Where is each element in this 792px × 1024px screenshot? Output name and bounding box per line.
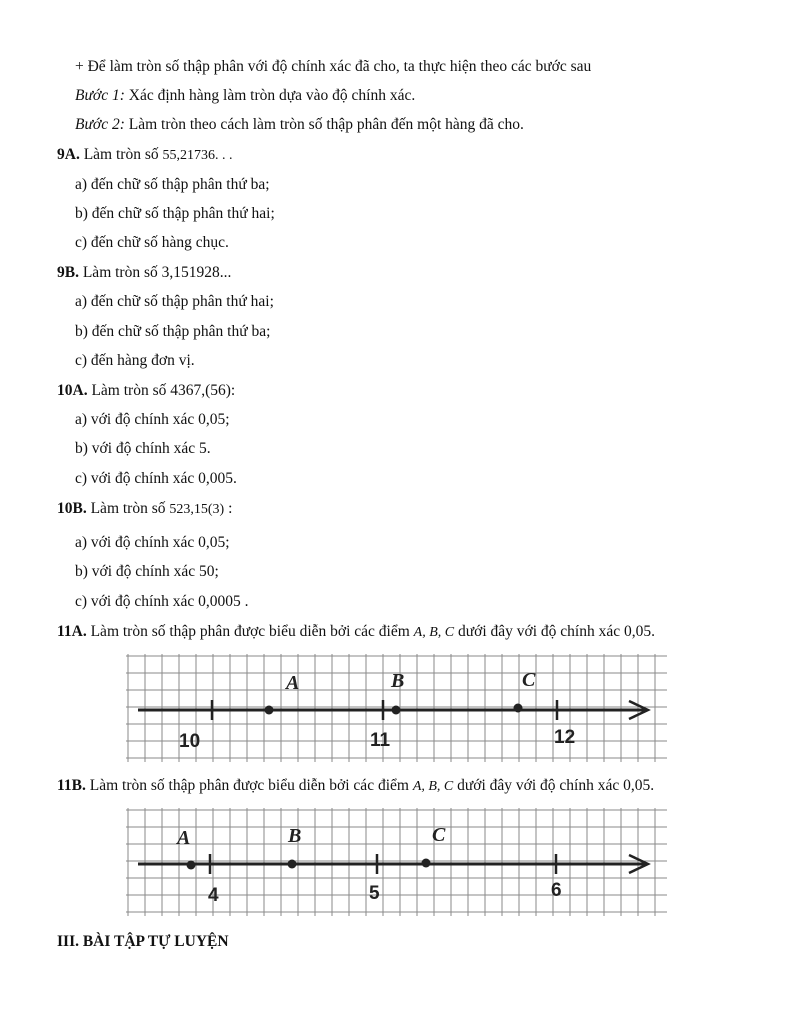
number-line-11b-svg (124, 806, 669, 918)
exercise-10b-item-c: c) với độ chính xác 0,0005 . (75, 593, 249, 610)
point-label-c-11a: C (522, 669, 536, 691)
exercise-11a-text-before: Làm tròn số thập phân được biểu diễn bởi các điểm (86, 623, 414, 640)
point-a-11a (265, 706, 274, 715)
point-label-b-11b: B (288, 825, 302, 847)
exercise-9a-item-c: c) đến chữ số hàng chục. (75, 234, 229, 251)
number-line-figure-11b (124, 806, 669, 918)
exercise-11b-text-after: dưới đây với độ chính xác 0,05. (453, 777, 655, 794)
exercise-9b-text: Làm tròn số 3,151928... (78, 264, 232, 281)
step-2-label: Bước 2: (75, 116, 125, 133)
exercise-11b-text-before: Làm tròn số thập phân được biểu diễn bởi các điểm (85, 777, 413, 794)
exercise-11a-text-after: dưới đây với độ chính xác 0,05. (454, 623, 655, 640)
section-title: III. BÀI TẬP TỰ LUYỆN (57, 933, 229, 950)
tick-label-10: 10 (179, 731, 201, 752)
step-1-text: Xác định hàng làm tròn dựa vào độ chính xác. (124, 87, 416, 104)
tick-label-11: 11 (370, 730, 391, 751)
exercise-11a-label: 11A. (57, 623, 87, 640)
exercise-9a-item-b: b) đến chữ số thập phân thứ hai; (75, 205, 275, 222)
exercise-10a-text: Làm tròn số 4367,(56): (87, 382, 236, 399)
exercise-11b-points: A, B, C (412, 779, 454, 794)
step-2-text: Làm tròn theo cách làm tròn số thập phân đến một hàng đã cho. (124, 116, 524, 133)
number-line-figure-11a (124, 652, 669, 764)
exercise-10b-title (57, 499, 232, 520)
intro-rule: + Để làm tròn số thập phân với độ chính xác đã cho, ta thực hiện theo các bước sau (75, 58, 592, 75)
step-1-label: Bước 1: (75, 87, 125, 104)
exercise-10b-number: 523,15(3) (169, 502, 225, 517)
exercise-10a-label: 10A. (57, 382, 88, 399)
exercise-9a-item-a: a) đến chữ số thập phân thứ ba; (75, 176, 270, 193)
exercise-10b-suffix: : (224, 500, 233, 517)
intro-step-1 (75, 86, 415, 106)
exercise-9b-label: 9B. (57, 264, 79, 281)
exercise-11b-title (57, 776, 654, 797)
exercise-11b-label: 11B. (57, 777, 86, 794)
exercise-9a-text: Làm tròn số (79, 146, 163, 163)
tick-label-12: 12 (554, 727, 576, 748)
exercise-9b-item-a: a) đến chữ số thập phân thứ hai; (75, 293, 274, 310)
point-label-a-11b: A (177, 827, 191, 849)
point-c-11a (514, 704, 523, 713)
point-a-11b (187, 861, 196, 870)
point-b-11b (288, 860, 297, 869)
exercise-9a-number: 55,21736. . . (162, 148, 233, 163)
exercise-10b-text: Làm tròn số (86, 500, 170, 517)
point-label-a-11a: A (286, 672, 300, 694)
exercise-11a-title (57, 622, 655, 643)
exercise-10a-item-a: a) với độ chính xác 0,05; (75, 411, 230, 428)
exercise-9b-item-c: c) đến hàng đơn vị. (75, 352, 195, 369)
intro-step-2 (75, 115, 524, 135)
exercise-10b-item-a: a) với độ chính xác 0,05; (75, 534, 230, 551)
point-b-11a (392, 706, 401, 715)
exercise-9b-title (57, 263, 231, 283)
exercise-11a-points: A, B, C (413, 625, 455, 640)
tick-label-4: 4 (208, 885, 219, 906)
exercise-10a-title (57, 381, 235, 401)
point-label-b-11a: B (391, 670, 405, 692)
exercise-10a-item-b: b) với độ chính xác 5. (75, 440, 211, 457)
exercise-10b-label: 10B. (57, 500, 87, 517)
exercise-9a-label: 9A. (57, 146, 80, 163)
point-label-c-11b: C (432, 824, 446, 846)
exercise-9b-item-b: b) đến chữ số thập phân thứ ba; (75, 323, 271, 340)
exercise-10b-item-b: b) với độ chính xác 50; (75, 563, 219, 580)
exercise-9a-title (57, 145, 232, 166)
point-c-11b (422, 859, 431, 868)
tick-label-5: 5 (369, 883, 380, 904)
tick-label-6: 6 (551, 880, 562, 901)
number-line-11a-svg (124, 652, 669, 764)
exercise-10a-item-c: c) với độ chính xác 0,005. (75, 470, 237, 487)
